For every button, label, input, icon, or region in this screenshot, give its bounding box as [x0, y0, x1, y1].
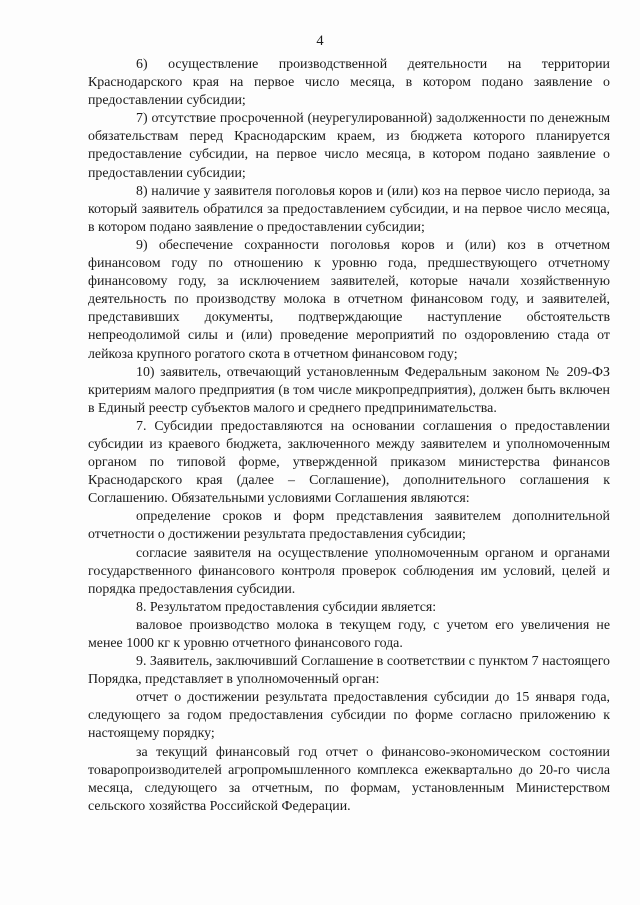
paragraph-condition-reporting: определение сроков и форм представления заявителем дополнительной отчетности о достижении результата предоставления субсидии;: [88, 509, 610, 543]
paragraph-subitem-7: 7) отсутствие просроченной (неурегулированной) задолженности по денежным обязательствам перед Краснодарским краем, из бюджета которого планируется предоставление субсидии, на первое число месяца, в котором подано заявление о предоставлении субсидии;: [88, 111, 610, 181]
paragraph-section-7: 7. Субсидии предоставляются на основании соглашения о предоставлении субсидии из краевого бюджета, заключенного между заявителем и уполномоченным органом по типовой форме, утвержденной приказом министерства финансов Краснодарского края (далее – Соглашение), дополнительного соглашения к Соглашению. Обязательными условиями Соглашения являются:: [88, 418, 610, 507]
paragraph-subitem-10: 10) заявитель, отвечающий установленным Федеральным законом № 209-ФЗ критериям малого предприятия (в том числе микропредприятия), должен быть включен в Единый реестр субъектов малого и среднего предпринимательства.: [88, 364, 610, 416]
paragraph-report-quarterly: за текущий финансовый год отчет о финансово-экономическом состоянии товаропроизводителей агропромышленного комплекса ежеквартально до 20-го числа месяца, следующего за отчетным, по формам, установленным Министерством сельского хозяйства Российской Федерации.: [88, 744, 610, 814]
paragraph-subitem-8: 8) наличие у заявителя поголовья коров и (или) коз на первое число периода, за который заявитель обратился за предоставлением субсидии, и на первое число месяца, в котором подано заявление о предоставлении субсидии;: [88, 183, 610, 235]
page-number: 4: [316, 33, 324, 49]
paragraph-section-9: 9. Заявитель, заключивший Соглашение в соответствии с пунктом 7 настоящего Порядка, представляет в уполномоченный орган:: [88, 654, 610, 688]
paragraph-result: валовое производство молока в текущем году, с учетом его увеличения не менее 1000 кг к уровню отчетного финансового года.: [88, 617, 610, 651]
document-body: [88, 56, 610, 816]
paragraph-condition-consent: согласие заявителя на осуществление уполномоченным органом и органами государственного финансового контроля проверок соблюдения им условий, целей и порядка предоставления субсидии.: [88, 545, 610, 597]
paragraph-subitem-6: 6) осуществление производственной деятельности на территории Краснодарского края на первое число месяца, в котором подано заявление о предоставлении субсидии;: [88, 57, 610, 109]
paragraph-section-8: 8. Результатом предоставления субсидии является:: [136, 599, 437, 615]
paragraph-report-annual: отчет о достижении результата предоставления субсидии до 15 января года, следующего за годом предоставления субсидии по форме согласно приложению к настоящему порядку;: [88, 690, 610, 742]
paragraph-subitem-9: 9) обеспечение сохранности поголовья коров и (или) коз в отчетном финансовом году по отношению к уровню года, предшествующего отчетному финансовому году, за исключением заявителей, которые начали хозяйственную деятельность по производству молока в отчетном финансовом году, и заявителей, представивших документы, подтверждающие наступление обстоятельств непреодолимой силы и (или) проведение мероприятий по оздоровлению стада от лейкоза крупного рогатого скота в отчетном финансовом году;: [88, 237, 610, 362]
